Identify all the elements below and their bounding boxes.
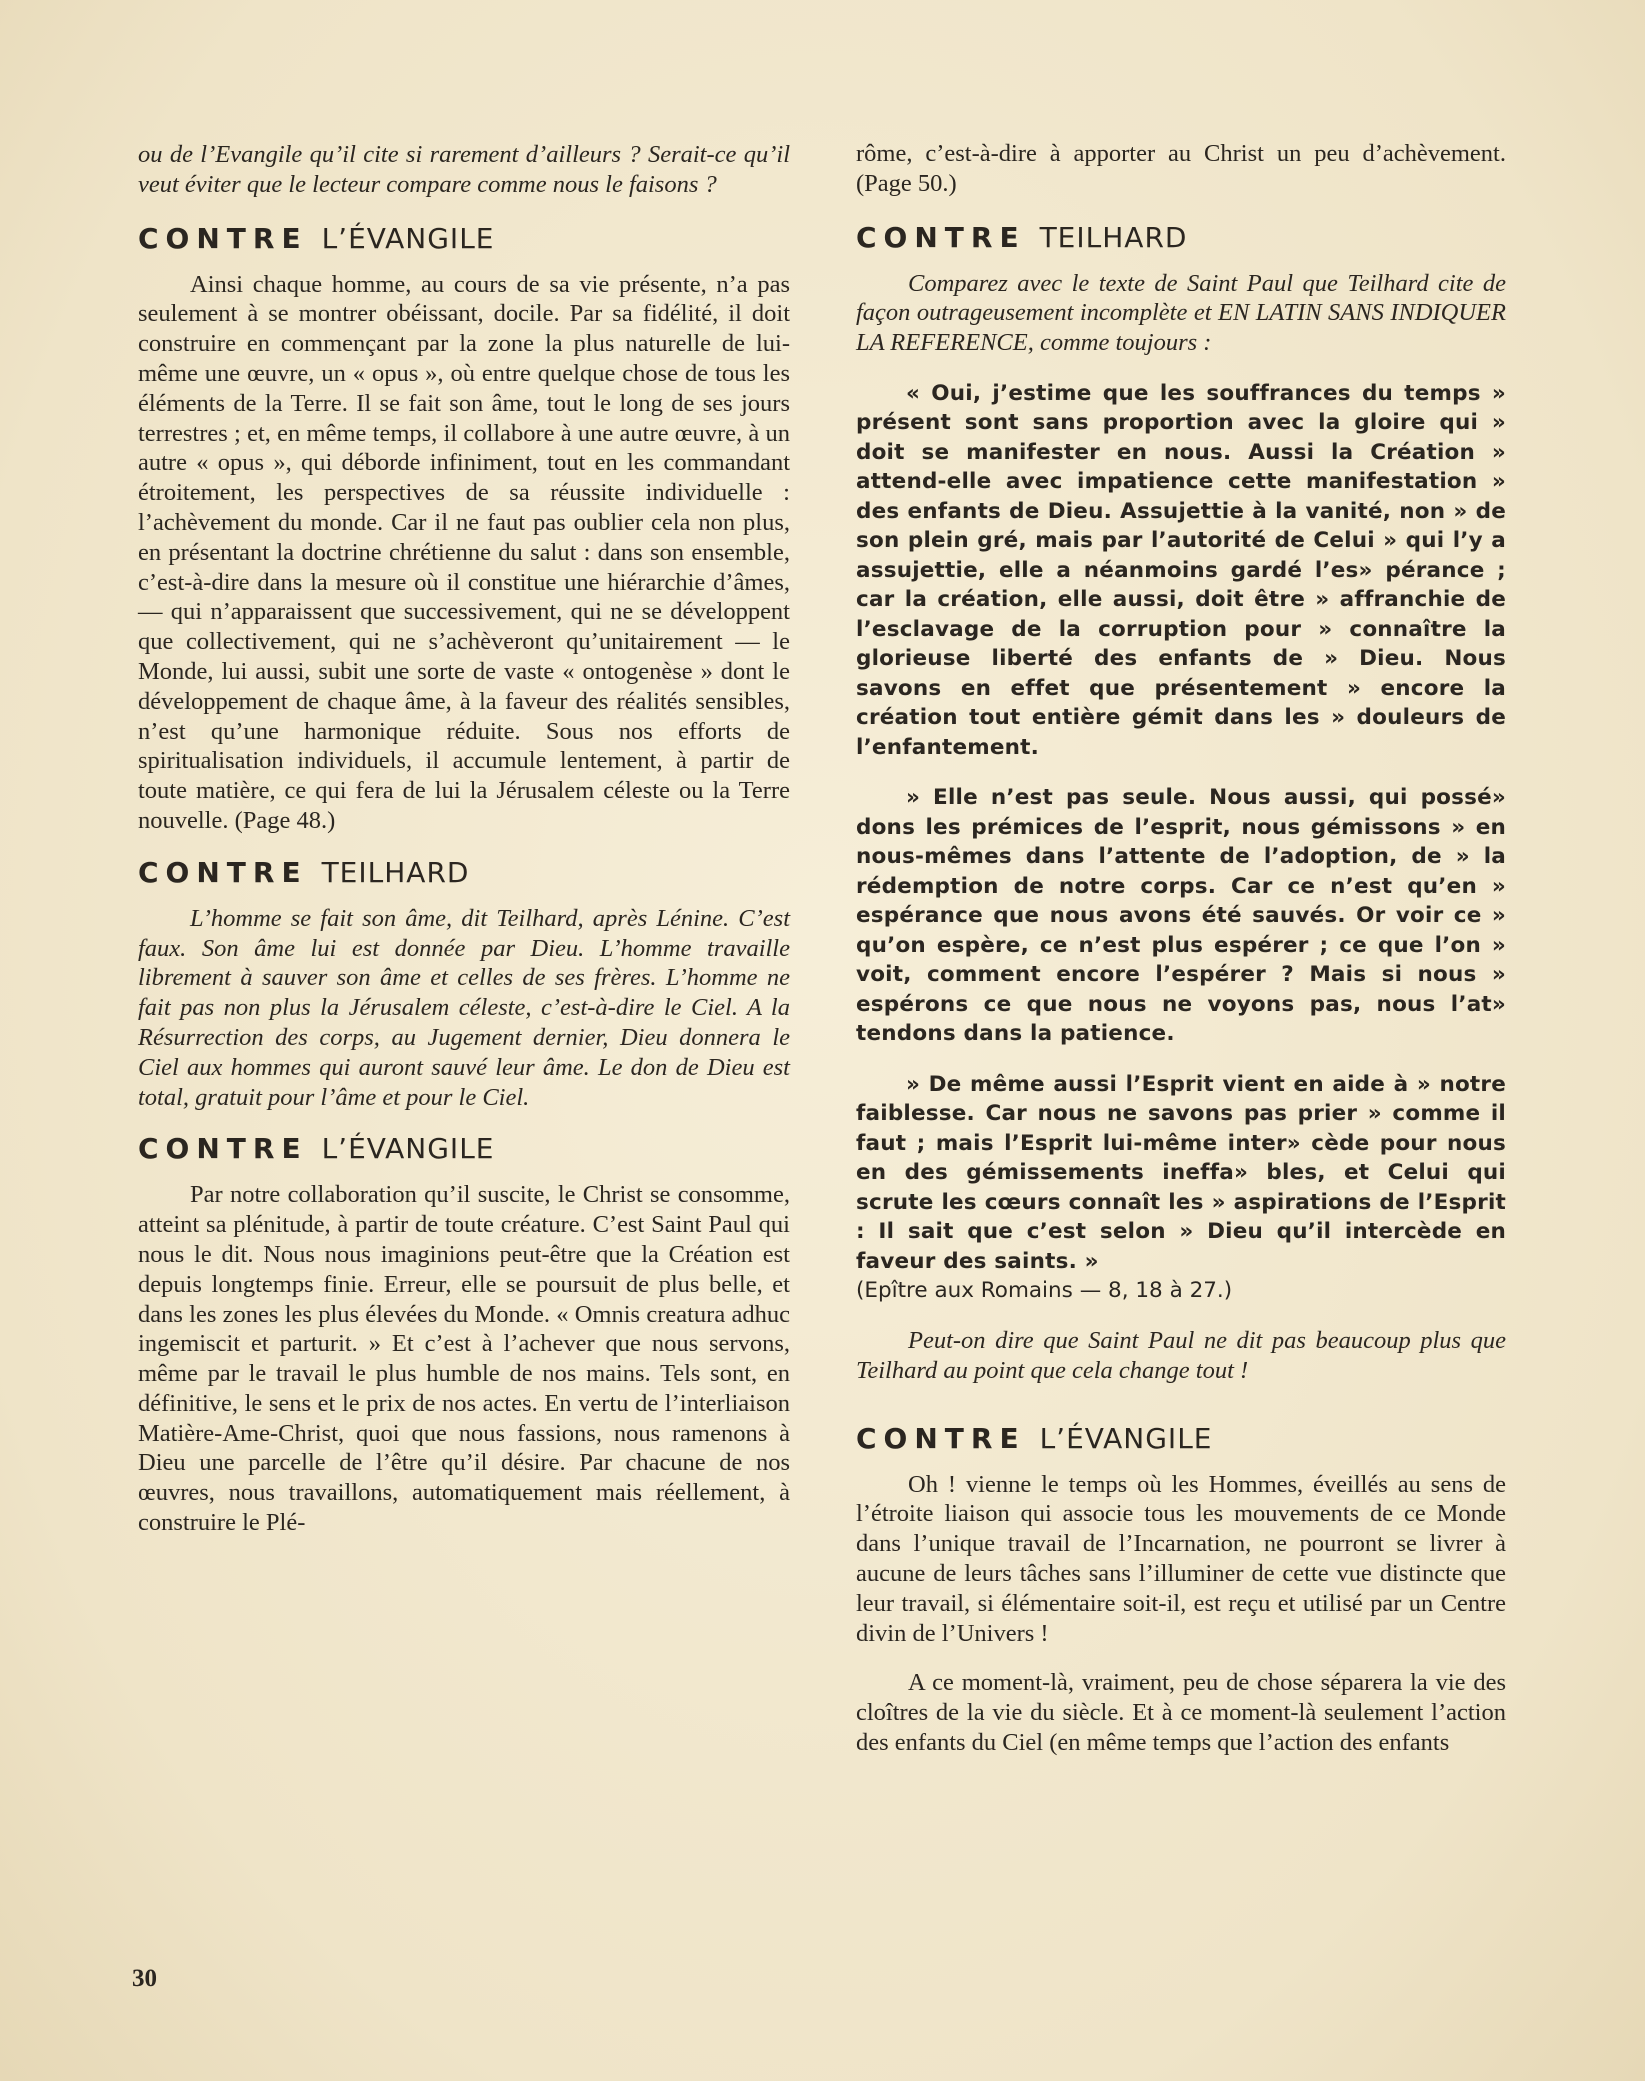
saint-paul-quotation xyxy=(856,379,1506,1277)
intro-italic-paragraph: ou de l’Evangile qu’il cite si rarement d’ailleurs ? Serait-ce qu’il veut éviter que le lecteur compare comme nous le faisons ? xyxy=(138,141,790,198)
heading-keyword: CONTRE xyxy=(856,220,1026,254)
heading-keyword: CONTRE xyxy=(138,1132,308,1166)
section-heading-contre-evangile xyxy=(138,1132,790,1166)
heading-subject: TEILHARD xyxy=(1039,220,1188,254)
heading-keyword: CONTRE xyxy=(856,1421,1026,1455)
heading-subject: TEILHARD xyxy=(321,855,470,889)
commentary-italic-paragraph: Peut-on dire que Saint Paul ne dit pas beaucoup plus que Teilhard au point que cela change tout ! xyxy=(856,1326,1506,1384)
heading-subject: L’ÉVANGILE xyxy=(1039,1421,1213,1455)
heading-subject: L’ÉVANGILE xyxy=(321,221,495,255)
section-heading-contre-evangile xyxy=(856,1422,1506,1456)
quoted-teilhard-paragraph: Oh ! vienne le temps où les Hommes, éveillés au sens de l’étroite liaison qui associe tous les mouvements de ce Monde dans l’unique travail de l’Incarnation, ne pourront se livrer à aucune de leurs tâches sans l’illuminer de cette vue distincte que leur travail, si élémentaire soit-il, est reçu et utilisé par un Centre divin de l’Univers ! xyxy=(856,1470,1506,1647)
right-column xyxy=(856,139,1506,1758)
section-heading-contre-evangile xyxy=(138,222,790,256)
commentary-italic-paragraph: Comparez avec le texte de Saint Paul que Teilhard cite de façon outrageusement incomplète et EN LATIN SANS INDIQUER LA REFERENCE, comme toujours : xyxy=(856,269,1506,357)
heading-keyword: CONTRE xyxy=(138,855,308,889)
page-number: 30 xyxy=(132,1965,157,1992)
section-heading-contre-teilhard xyxy=(856,221,1506,255)
heading-subject: L’ÉVANGILE xyxy=(321,1132,495,1166)
quoted-teilhard-paragraph: Ainsi chaque homme, au cours de sa vie présente, n’a pas seulement à se montrer obéissant, docile. Par sa fidélité, il doit construire en commençant par la zone la plus naturelle de lui-même une œuvre, un « opus », où entre quelque chose de tous les éléments de la Terre. Il se fait son âme, tout le long de ses jours terrestres ; et, en même temps, il collabore à une autre œuvre, à un autre « opus », qui déborde infiniment, tout en les commandant étroitement, les perspectives de sa réussite individuelle : l’achèvement du monde. Car il ne faut pas oublier cela non plus, en présentant la doctrine chrétienne du salut : dans son ensemble, c’est-à-dire dans la mesure où il constitue une hiérarchie d’âmes, — qui n’apparaissent que successivement, qui ne se développent que collectivement, qui ne s’achèveront qu’unitairement — le Monde, lui aussi, subit une sorte de vaste « ontogenèse » dont le développement de chaque âme, à la faveur des réalités sensibles, n’est qu’une harmonique réduite. Sous nos efforts de spiritualisation individuels, il accumule lentement, à partir de toute matière, ce qui fera de lui la Jérusalem céleste ou la Terre nouvelle. (Page 48.) xyxy=(138,270,790,834)
commentary-italic-paragraph: L’homme se fait son âme, dit Teilhard, après Lénine. C’est faux. Son âme lui est donnée par Dieu. L’homme travaille librement à sauver son âme et celles de ses frères. L’homme ne fait pas non plus la Jérusalem céleste, c’est-à-dire le Ciel. A la Résurrection des corps, au Jugement dernier, Dieu donnera le Ciel aux hommes qui auront sauvé leur âme. Le don de Dieu est total, gratuit pour l’âme et pour le Ciel. xyxy=(138,904,790,1111)
quotation-paragraph: » De même aussi l’Esprit vient en aide à » notre faiblesse. Car nous ne savons pas prier » comme il faut ; mais l’Esprit lui-même inter» cède pour nous en des gémissements ineffa» bles, et Celui qui scrute les cœurs connaît les » aspirations de l’Esprit : Il sait que c’est selon » Dieu qu’il intercède en faveur des saints. » xyxy=(856,1071,1506,1274)
quotation-paragraph: « Oui, j’estime que les souffrances du temps » présent sont sans proportion avec la gloire qui » doit se manifester en nous. Aussi la Création » attend-elle avec impatience cette manifestation » des enfants de Dieu. Assujettie à la vanité, non » de son plein gré, mais par l’autorité de Celui » qui l’y a assujettie, elle a néanmoins gardé l’es» pérance ; car la création, elle aussi, doit être » affranchie de l’esclavage de la corruption pour » connaître la glorieuse liberté des enfants de » Dieu. Nous savons en effet que présentement » encore la création tout entière gémit dans les » douleurs de l’enfantement. xyxy=(856,380,1506,760)
section-heading-contre-teilhard xyxy=(138,856,790,890)
continued-paragraph: rôme, c’est-à-dire à apporter au Christ un peu d’achèvement. (Page 50.) xyxy=(856,140,1506,197)
quotation-reference: (Epître aux Romains — 8, 18 à 27.) xyxy=(856,1278,1233,1304)
heading-keyword: CONTRE xyxy=(138,221,308,255)
quoted-teilhard-paragraph: A ce moment-là, vraiment, peu de chose séparera la vie des cloîtres de la vie du siècle. Et à ce moment-là seulement l’action des enfants du Ciel (en même temps que l’action des enfants xyxy=(856,1669,1506,1756)
left-column xyxy=(138,140,790,1538)
quotation-paragraph: » Elle n’est pas seule. Nous aussi, qui possé» dons les prémices de l’esprit, nous gémissons » en nous-mêmes dans l’attente de l’adoption, de » la rédemption de notre corps. Car ce n’est qu’en » espérance que nous avons été sauvés. Or voir ce » qu’on espère, ce n’est plus espérer ; ce que l’on » voit, comment encore l’espérer ? Mais si nous » espérons ce que nous ne voyons pas, nous l’at» tendons dans la patience. xyxy=(856,785,1506,1047)
quoted-teilhard-paragraph: Par notre collaboration qu’il suscite, le Christ se consomme, atteint sa plénitude, à partir de toute créature. C’est Saint Paul qui nous le dit. Nous nous imaginions peut-être que la Création est depuis longtemps finie. Erreur, elle se poursuit de plus belle, et dans les zones les plus élevées du Monde. « Omnis creatura adhuc ingemiscit et parturit. » Et c’est à l’achever que nous servons, même par le travail le plus humble de nos mains. Tels sont, en définitive, le sens et le prix de nos actes. En vertu de l’interliaison Matière-Ame-Christ, quoi que nous fassions, nous ramenons à Dieu une parcelle de l’être qu’il désire. Par chacune de nos œuvres, nous travaillons, automatiquement mais réellement, à construire le Plé- xyxy=(138,1181,790,1537)
